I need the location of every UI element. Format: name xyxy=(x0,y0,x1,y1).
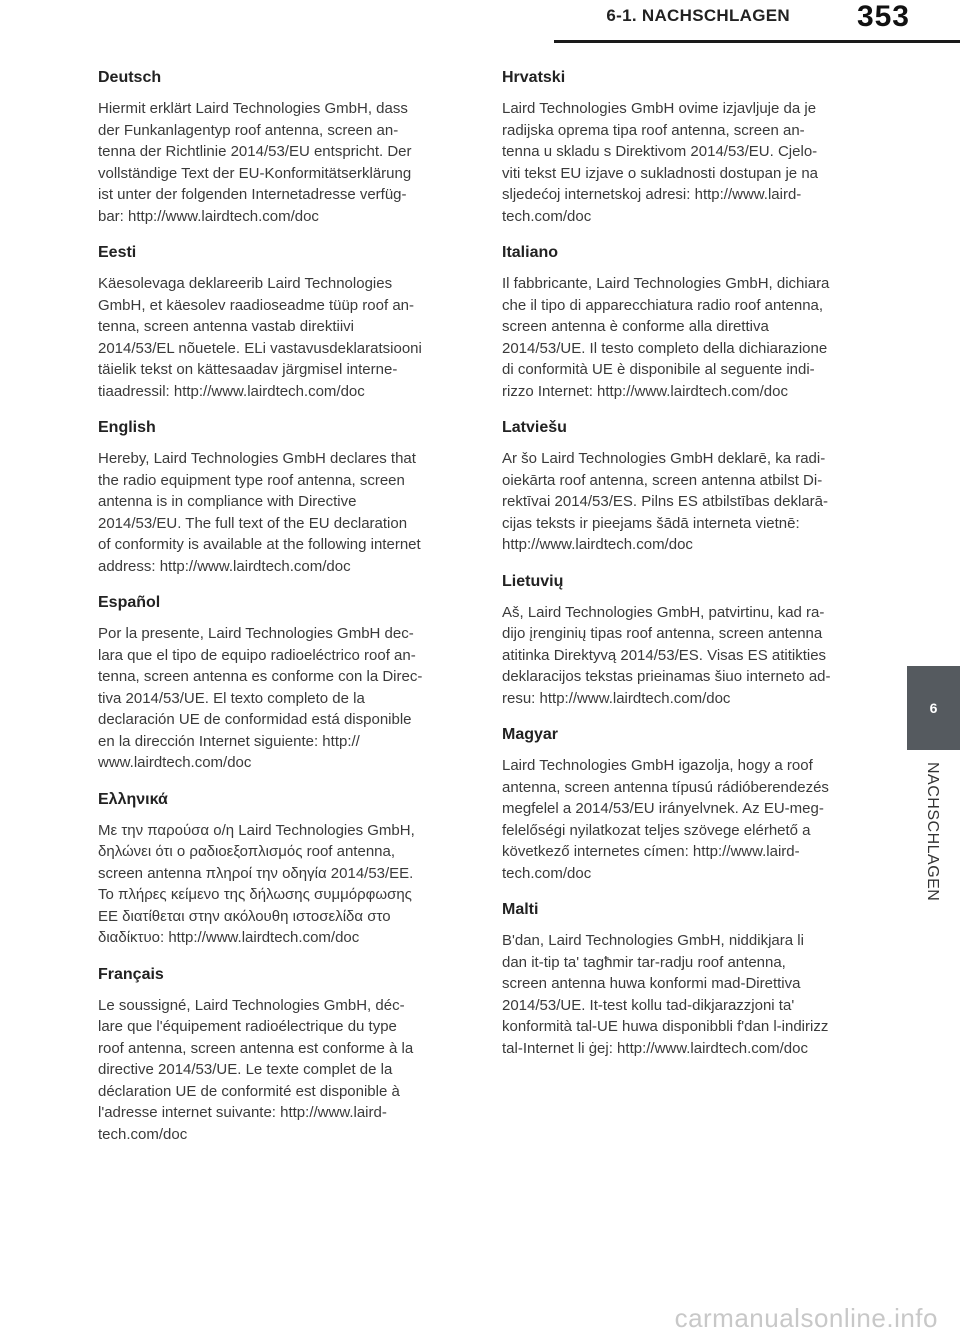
language-section xyxy=(502,568,862,710)
header-rule xyxy=(554,40,960,43)
language-section xyxy=(98,786,458,949)
language-heading: Français xyxy=(98,965,164,983)
declaration-text: Με την παρούσα ο/η Laird Technologies GmbH, δηλώνει ότι ο ραδιοεξοπλισμός roof antenna, screen antenna πληροί την οδηγία 2014/53/ΕΕ. Το πλήρες κείμενο της δήλωσης συμμόρφωσης ΕΕ διατίθεται στην ακόλουθη ιστοσελίδα στο διαδίκτυο: http://www.lairdtech.com/doc xyxy=(98,821,415,946)
chapter-side-label-text: NACHSCHLAGEN xyxy=(924,762,941,902)
language-section xyxy=(502,239,862,402)
language-section xyxy=(98,589,458,774)
language-heading: Italiano xyxy=(502,244,559,261)
language-section xyxy=(502,414,862,556)
chapter-tab-number: 6 xyxy=(929,700,938,716)
left-column xyxy=(98,64,458,1157)
language-section xyxy=(98,64,458,227)
declaration-text: B'dan, Laird Technologies GmbH, niddikjara li dan it-tip ta' tagħmir tar-radju roof antenna, screen antenna huwa konformi mad-Direttiva 2014/53/UE. It-test kollu tad-dikjarazzjoni ta' konformità tal-UE huwa disponibbli f'dan l-indirizz tal-Internet li ġej: http://www.lairdtech.com/doc xyxy=(502,932,829,1057)
declaration-text: Hereby, Laird Technologies GmbH declares that the radio equipment type roof antenna, screen antenna is in compliance with Directive 2014/53/EU. The full text of the EU declaration of conformity is available at the following internet address: http://www.lairdtech.com/doc xyxy=(98,450,421,575)
declaration-text: Hiermit erklärt Laird Technologies GmbH, dass der Funkanlagentyp roof antenna, screen an- tenna der Richtlinie 2014/53/EU entspricht. Der vollständige Text der EU-Konformitätserklärung ist unter der folgenden Internetadresse verfüg- bar: http://www.lairdtech.com/doc xyxy=(98,100,412,225)
right-column xyxy=(502,64,862,1071)
language-heading: Hrvatski xyxy=(502,69,566,86)
language-heading: Latviešu xyxy=(502,419,567,436)
chapter-title: 6-1. NACHSCHLAGEN xyxy=(606,6,790,25)
declaration-text: Aš, Laird Technologies GmbH, patvirtinu, kad ra- dijo įrenginių tipas roof antenna, screen antenna atitinka Direktyvą 2014/53/ES. Visas ES atitikties deklaracijos tekstas prieinamas šiuo interneto ad- resu: http://www.lairdtech.com/doc xyxy=(502,603,831,707)
chapter-side-label xyxy=(912,762,952,932)
chapter-tab xyxy=(907,666,960,750)
declaration-text: Käesolevaga deklareerib Laird Technologies GmbH, et käesolev raadioseadme tüüp roof an- tenna, screen antenna vastab direktiivi 2014/53/EL nõuetele. ELi vastavusdeklaratsiooni täielik tekst on kättesaadav järgmisel interne- tiaadressil: http://www.lairdtech.com/doc xyxy=(98,275,422,400)
language-section xyxy=(98,961,458,1146)
language-heading: Magyar xyxy=(502,726,559,743)
language-heading: Español xyxy=(98,594,161,611)
language-section xyxy=(98,239,458,402)
language-heading: Lietuvių xyxy=(502,572,564,590)
language-heading: Ελληνικά xyxy=(98,790,168,808)
page-header xyxy=(0,0,960,44)
language-heading: Deutsch xyxy=(98,69,162,86)
language-section xyxy=(502,896,862,1059)
declaration-text: Por la presente, Laird Technologies GmbH dec- lara que el tipo de equipo radioeléctrico roof an- tenna, screen antenna es conforme con la Direc- tiva 2014/53/UE. El texto completo de la declaración UE de conformidad está disponible en la dirección Internet siguiente: http:// www.lairdtech.com/doc xyxy=(98,625,423,771)
declaration-text: Il fabbricante, Laird Technologies GmbH, dichiara che il tipo di apparecchiatura radio roof antenna, screen antenna è conforme alla direttiva 2014/53/UE. Il testo completo della dichiarazione di conformità UE è disponibile al seguente indi- rizzo Internet: http://www.lairdtech.com/doc xyxy=(502,275,830,400)
watermark: carmanualsonline.info xyxy=(674,1303,938,1333)
declaration-text: Laird Technologies GmbH ovime izjavljuje da je radijska oprema tipa roof antenna, screen an- tenna u skladu s Direktivom 2014/53/EU. Cjelo- viti tekst EU izjave o sukladnosti dostupan je na sljedećoj internetskoj adresi: http://www.laird- tech.com/doc xyxy=(502,100,819,225)
declaration-text: Laird Technologies GmbH igazolja, hogy a roof antenna, screen antenna típusú rádióberendezés megfelel a 2014/53/EU irányelvnek. Az EU-meg- felelőségi nyilatkozat teljes szövege elérhető a következő internetes címen: http://www.laird- tech.com/doc xyxy=(502,757,829,882)
declaration-text: Ar šo Laird Technologies GmbH deklarē, ka radi- oiekārta roof antenna, screen antenna atbilst Di- rektīvai 2014/53/ES. Pilns ES atbilstības deklarā- cijas teksts ir pieejams šādā interneta vietnē: http://www.lairdtech.com/doc xyxy=(502,450,829,553)
language-heading: Malti xyxy=(502,901,539,918)
language-section xyxy=(502,721,862,884)
language-heading: Eesti xyxy=(98,244,137,261)
language-section xyxy=(502,64,862,227)
language-section xyxy=(98,414,458,577)
page-number: 353 xyxy=(856,0,910,33)
language-heading: English xyxy=(98,419,156,436)
declaration-text: Le soussigné, Laird Technologies GmbH, déc- lare que l'équipement radioélectrique du type roof antenna, screen antenna est conforme à la directive 2014/53/UE. Le texte complet de la déclaration UE de conformité est disponible à l'adresse internet suivante: http://www.laird- tech.com/doc xyxy=(98,996,414,1143)
